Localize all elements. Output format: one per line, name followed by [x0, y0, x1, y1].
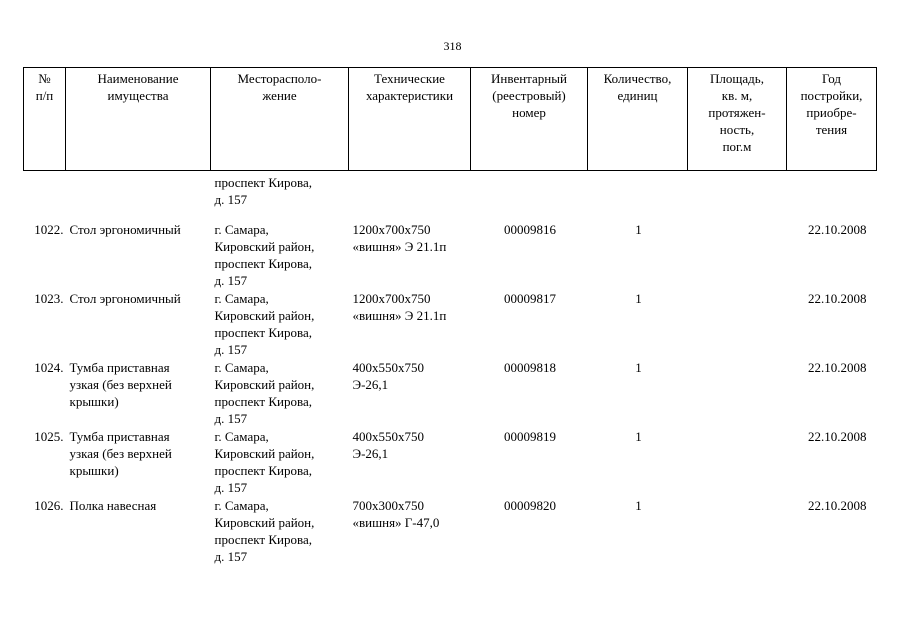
row-quantity-text: 1	[635, 360, 642, 375]
row-inventory-text: 00009819	[504, 429, 556, 444]
row-area	[688, 497, 787, 566]
row-year	[787, 221, 877, 290]
table-body	[24, 171, 877, 567]
row-inventory	[471, 221, 588, 290]
row-location	[211, 428, 349, 497]
table-row	[24, 290, 877, 359]
row-quantity-text: 1	[635, 222, 642, 237]
row-name-text: Тумба приставная узкая (без верхней крышки)	[69, 429, 172, 478]
row-location-text: г. Самара, Кировский район, проспект Кирова, д. 157	[214, 429, 315, 495]
row-location	[211, 221, 349, 290]
row-year-text: 22.10.2008	[808, 429, 867, 444]
row-name	[66, 359, 211, 428]
row-inventory	[471, 428, 588, 497]
row-inventory	[471, 497, 588, 566]
row-location-text: г. Самара, Кировский район, проспект Кирова, д. 157	[214, 498, 315, 564]
header-year-label: Год постройки, приобре- тения	[800, 71, 863, 137]
row-area	[688, 290, 787, 359]
row-area	[688, 221, 787, 290]
row-inventory-text: 00009816	[504, 222, 556, 237]
row-inventory-text: 00009820	[504, 498, 556, 513]
row-name-text: Тумба приставная узкая (без верхней крышки)	[69, 360, 172, 409]
row-number	[24, 428, 66, 497]
row-year-text: 22.10.2008	[808, 360, 867, 375]
row-inventory	[471, 290, 588, 359]
row-specs	[349, 290, 471, 359]
row-number	[24, 290, 66, 359]
header-name-label: Наименование имущества	[97, 71, 179, 103]
row-specs-text: 700х300х750 «вишня» Г-47,0	[352, 498, 440, 530]
row-specs-text: 1200х700х750 «вишня» Э 21.1п	[352, 291, 447, 323]
header-row	[24, 68, 877, 171]
header-location	[211, 68, 349, 171]
row-specs-text: 1200х700х750 «вишня» Э 21.1п	[352, 222, 447, 254]
header-location-label: Месторасполо- жение	[237, 71, 322, 103]
row-quantity	[588, 497, 688, 566]
header-quantity-label: Количество, единиц	[603, 71, 672, 103]
table-row	[24, 428, 877, 497]
continuation-location	[211, 171, 349, 222]
row-specs	[349, 359, 471, 428]
row-name-text: Стол эргономичный	[69, 222, 181, 237]
row-location-text: г. Самара, Кировский район, проспект Кирова, д. 157	[214, 360, 315, 426]
row-name-text: Стол эргономичный	[69, 291, 181, 306]
header-specs-label: Технические характеристики	[365, 71, 454, 103]
table-row	[24, 221, 877, 290]
row-inventory	[471, 359, 588, 428]
row-number-text: 1026.	[34, 498, 64, 513]
row-location-text: г. Самара, Кировский район, проспект Кирова, д. 157	[214, 291, 315, 357]
row-name-text: Полка навесная	[69, 498, 157, 513]
header-inventory-label: Инвентарный (реестровый) номер	[491, 71, 567, 120]
row-number-text: 1025.	[34, 429, 64, 444]
row-number-text: 1023.	[34, 291, 64, 306]
row-name	[66, 221, 211, 290]
row-quantity	[588, 428, 688, 497]
header-number	[24, 68, 66, 171]
header-area	[688, 68, 787, 171]
table-row	[24, 359, 877, 428]
continuation-row	[24, 171, 877, 222]
row-location	[211, 497, 349, 566]
row-inventory-text: 00009817	[504, 291, 556, 306]
header-number-label: № п/п	[35, 71, 54, 103]
row-location	[211, 290, 349, 359]
row-name	[66, 290, 211, 359]
row-quantity-text: 1	[635, 429, 642, 444]
row-year-text: 22.10.2008	[808, 222, 867, 237]
row-area	[688, 428, 787, 497]
table-row	[24, 497, 877, 566]
row-specs	[349, 497, 471, 566]
row-number-text: 1024.	[34, 360, 64, 375]
row-specs	[349, 428, 471, 497]
property-registry-table	[23, 67, 877, 566]
row-specs	[349, 221, 471, 290]
row-location	[211, 359, 349, 428]
row-quantity	[588, 221, 688, 290]
row-name	[66, 428, 211, 497]
row-year	[787, 290, 877, 359]
continuation-location-text: проспект Кирова, д. 157	[214, 175, 312, 207]
header-name	[66, 68, 211, 171]
row-year	[787, 428, 877, 497]
header-quantity	[588, 68, 688, 171]
row-number	[24, 497, 66, 566]
row-quantity	[588, 359, 688, 428]
row-specs-text: 400х550х750 Э-26,1	[352, 429, 424, 461]
header-year	[787, 68, 877, 171]
row-year-text: 22.10.2008	[808, 291, 867, 306]
row-quantity-text: 1	[635, 498, 642, 513]
header-area-label: Площадь, кв. м, протяжен- ность, пог.м	[708, 71, 766, 154]
row-inventory-text: 00009818	[504, 360, 556, 375]
row-location-text: г. Самара, Кировский район, проспект Кирова, д. 157	[214, 222, 315, 288]
page-number: 318	[443, 39, 462, 53]
row-year	[787, 497, 877, 566]
row-year	[787, 359, 877, 428]
row-quantity	[588, 290, 688, 359]
row-number-text: 1022.	[34, 222, 64, 237]
row-number	[24, 359, 66, 428]
header-specs	[349, 68, 471, 171]
row-name	[66, 497, 211, 566]
row-number	[24, 221, 66, 290]
row-specs-text: 400х550х750 Э-26,1	[352, 360, 424, 392]
row-quantity-text: 1	[635, 291, 642, 306]
row-area	[688, 359, 787, 428]
table-header	[24, 68, 877, 171]
row-year-text: 22.10.2008	[808, 498, 867, 513]
header-inventory	[471, 68, 588, 171]
